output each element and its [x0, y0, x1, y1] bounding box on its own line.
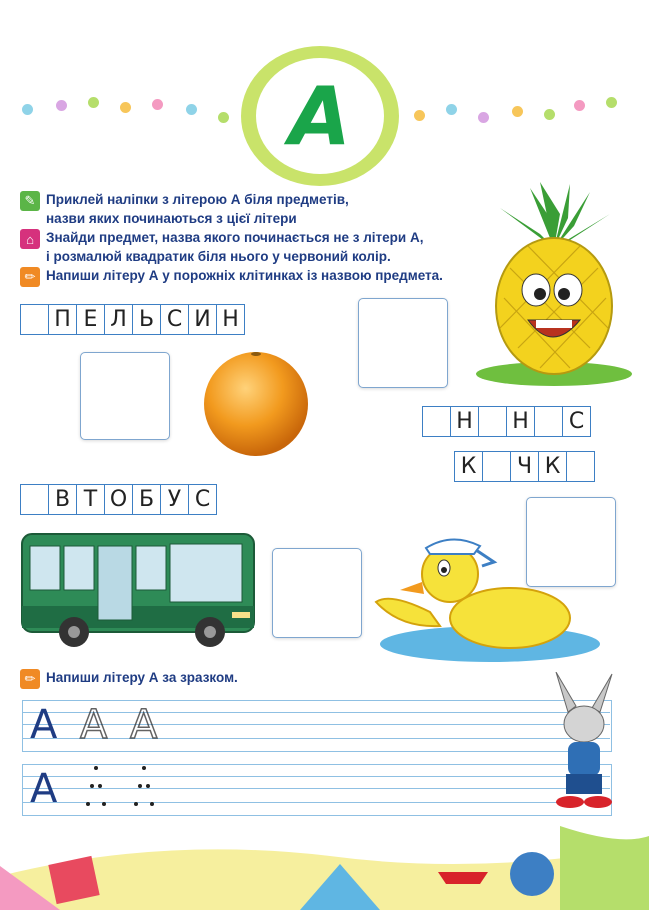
letter-cell[interactable]	[483, 452, 511, 481]
letter-cell[interactable]	[21, 305, 49, 334]
pencil-icon: ✏	[20, 669, 40, 689]
instruction-color-square	[20, 228, 423, 266]
letter-cell[interactable]: С	[161, 305, 189, 334]
trace-letter[interactable]: А	[80, 702, 108, 748]
sticker-icon: ✎	[20, 191, 40, 211]
sticker-square-orange[interactable]	[80, 352, 170, 440]
trace-dots	[78, 764, 168, 814]
letter-cell[interactable]: Н	[507, 407, 535, 436]
instruction-text-line: Знайди предмет, назва якого починається не з літери А,	[46, 230, 424, 245]
letter-cell[interactable]: С	[194, 487, 211, 512]
orange-image	[200, 346, 312, 458]
letter-cell[interactable]: С	[568, 409, 585, 434]
instruction-text-line: Напиши літеру А у порожніх клітинках із назвою предмета.	[46, 268, 443, 283]
letter-cell[interactable]	[535, 407, 563, 436]
writing-lines-1[interactable]	[22, 700, 612, 752]
pencil-icon: ✏	[20, 267, 40, 287]
word-cells-pineapple	[422, 406, 591, 437]
bus-image	[18, 526, 258, 652]
pineapple-image	[470, 178, 636, 388]
instruction-write-letter	[20, 266, 443, 287]
header-letter: А	[289, 69, 351, 163]
word-cells-orange	[20, 304, 245, 335]
letter-cell[interactable]: Е	[77, 305, 105, 334]
instruction-write-sample	[20, 668, 238, 689]
letter-cell[interactable]: П	[49, 305, 77, 334]
letter-cell[interactable]	[567, 452, 594, 481]
letter-cell[interactable]	[479, 407, 507, 436]
word-cells-pineapple-2	[454, 451, 595, 482]
letter-cell[interactable]: Л	[105, 305, 133, 334]
letter-cell[interactable]: Т	[77, 485, 105, 514]
bottom-decoration	[0, 826, 649, 910]
letter-cell[interactable]: Н	[222, 307, 239, 332]
word-cells-bus	[20, 484, 217, 515]
instruction-text-line: назви яких починаються з цієї літери	[46, 211, 297, 226]
sample-letter: А	[30, 766, 58, 812]
instruction-text-line: Напиши літеру А за зразком.	[46, 670, 238, 685]
duck-image	[370, 532, 610, 672]
letter-cell[interactable]: Б	[133, 485, 161, 514]
trace-letter[interactable]: А	[130, 702, 158, 748]
instruction-stickers	[20, 190, 349, 228]
instruction-text-line: Приклей наліпки з літерою А біля предметів,	[46, 192, 349, 207]
letter-cell[interactable]: Н	[451, 407, 479, 436]
letter-cell[interactable]: Ч	[511, 452, 539, 481]
letter-cell[interactable]: И	[189, 305, 217, 334]
letter-cell[interactable]	[21, 485, 49, 514]
instruction-text-line: і розмалюй квадратик біля нього у червоний колір.	[46, 249, 391, 264]
sample-letter: А	[30, 702, 58, 748]
sticker-square-pineapple[interactable]	[358, 298, 448, 388]
letter-cell[interactable]: К	[539, 452, 567, 481]
rabbit-image	[548, 672, 620, 814]
letter-cell[interactable]: Ь	[133, 305, 161, 334]
letter-cell[interactable]: У	[161, 485, 189, 514]
sticker-square-bus[interactable]	[272, 548, 362, 638]
letter-cell[interactable]: К	[455, 452, 483, 481]
letter-cell[interactable]	[423, 407, 451, 436]
letter-cell[interactable]: В	[49, 485, 77, 514]
house-icon: ⌂	[20, 229, 40, 249]
letter-cell[interactable]: О	[105, 485, 133, 514]
